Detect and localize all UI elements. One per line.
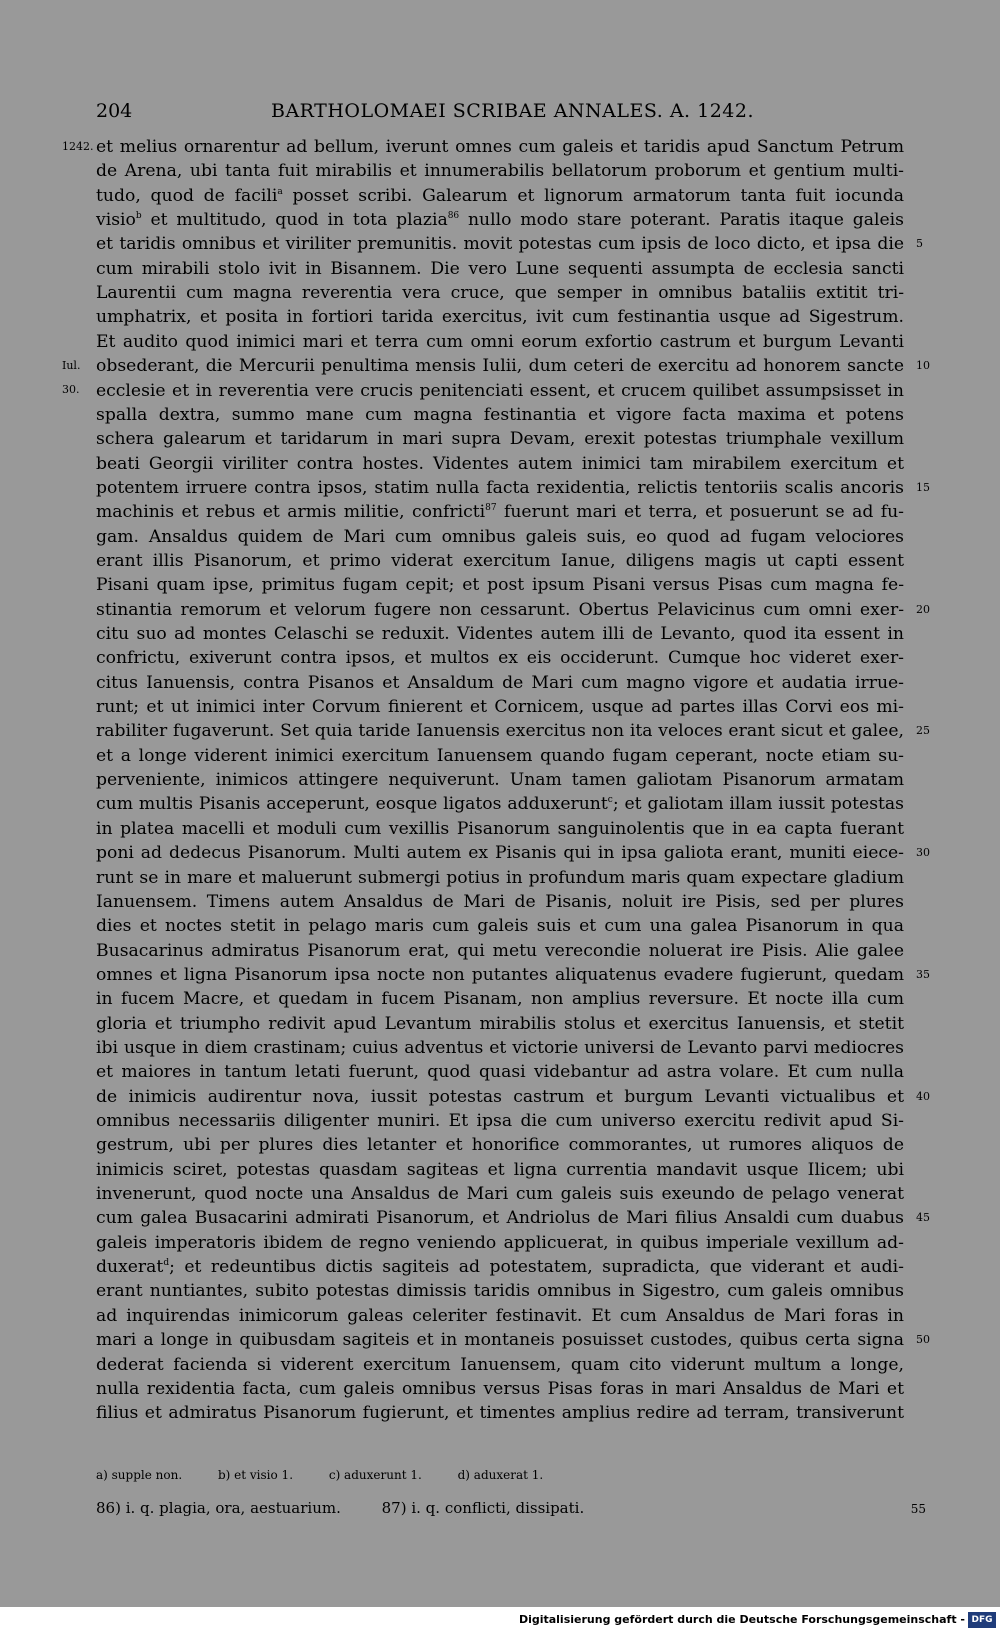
text-line [96, 1182, 904, 1206]
text-line [96, 379, 904, 403]
text-line [96, 719, 904, 743]
text-run: in platea macelli et moduli cum vexillis Pisanorum sanguinolentis que in ea capta fuerant [96, 818, 904, 839]
text-run: fuerunt mari et terra, et posuerunt se ad fu- [496, 502, 904, 523]
text-run: stinantia remorum et velorum fugere non cessarunt. Obertus Pelavicinus cum omni exer- [96, 599, 904, 620]
text-run: rabiliter fugaverunt. Set quia taride Ianuensis exercitus non ita veloces erant sicut et galee, [96, 721, 904, 742]
text-line [96, 841, 904, 865]
text-line [96, 1231, 904, 1255]
text-run: citus Ianuensis, contra Pisanos et Ansaldum de Mari cum magno vigore et audatia irrue- [96, 672, 904, 693]
line-number: 30 [916, 846, 930, 860]
text-line [96, 646, 904, 670]
text-line [96, 184, 904, 208]
text-run: cum multis Pisanis acceperunt, eosque ligatos adduxerunt [96, 794, 608, 815]
dfg-logo: DFG [968, 1612, 996, 1628]
text-line [96, 890, 904, 914]
text-line [96, 1401, 904, 1425]
text-line [96, 1328, 904, 1352]
text-line [96, 257, 904, 281]
text-run: Laurentii cum magna reverentia vera cruce, que semper in omnibus bataliis extitit tri- [96, 283, 904, 304]
text-run: in fucem Macre, et quedam in fucem Pisanam, non amplius reversure. Et nocte illa cum [96, 989, 904, 1010]
note-c: c) aduxerunt 1. [328, 1468, 422, 1482]
text-run: Ianuensem. Timens autem Ansaldus de Mari de Pisanis, noluit ire Pisis, sed per plures [96, 891, 904, 912]
line-number: 10 [916, 359, 930, 373]
text-line [96, 305, 904, 329]
text-line [96, 1255, 904, 1279]
text-run: cum mirabili stolo ivit in Bisannem. Die vero Lune sequenti assumpta de ecclesia sancti [96, 258, 904, 279]
note-a: a) supple non. [96, 1468, 183, 1482]
text-run: gloria et triumpho redivit apud Levantum mirabilis stolus et exercitus Ianuensis, et stetit [96, 1013, 904, 1034]
text-line [96, 1085, 904, 1109]
text-run: de Arena, ubi tanta fuit mirabilis et innumerabilis bellatorum proborum et gentium multi- [96, 161, 904, 182]
note-d: d) aduxerat 1. [457, 1468, 544, 1482]
text-run: tudo, quod de facili [96, 185, 278, 206]
text-line [96, 208, 904, 232]
text-line [96, 866, 904, 890]
text-line [96, 622, 904, 646]
text-line [96, 768, 904, 792]
text-line [96, 452, 904, 476]
text-line [96, 987, 904, 1011]
footnote-ref: b [135, 211, 142, 222]
text-run: et maiores in tantum letati fuerunt, quod quasi videbantur ad astra volare. Et cum nulla [96, 1062, 904, 1083]
textual-notes [96, 1467, 904, 1483]
margin-date: 1242. [62, 140, 94, 153]
text-run: ad inquirendas inimicorum galeas celeriter festinavit. Et cum Ansaldus de Mari foras in [96, 1305, 904, 1326]
text-run: ibi usque in diem crastinam; cuius adventus et victorie universi de Levanto parvi mediocres [96, 1037, 904, 1058]
text-run: machinis et rebus et armis militie, confricti [96, 502, 486, 523]
text-line [96, 354, 904, 378]
text-line [96, 232, 904, 256]
note-b: b) et visio 1. [217, 1468, 294, 1482]
text-run: visio [96, 210, 136, 231]
text-run: confrictu, exiverunt contra ipsos, et multos ex eis occiderunt. Cumque hoc videret exer- [96, 648, 904, 669]
text-run: runt; et ut inimici inter Corvum finierent et Cornicem, usque ad partes illas Corvi eos mi- [96, 697, 904, 718]
text-line [96, 500, 904, 524]
text-run: de inimicis audirentur nova, iussit potestas castrum et burgum Levanti victualibus et [96, 1086, 904, 1107]
text-line [96, 671, 904, 695]
page-number: 204 [96, 100, 133, 122]
text-run: filius et admiratus Pisanorum fugierunt, et timentes amplius redire ad terram, transiverunt [96, 1403, 904, 1424]
text-run: ; et galiotam illam iussit potestas [612, 794, 904, 815]
text-line [96, 330, 904, 354]
text-line [96, 1377, 904, 1401]
running-title: BARTHOLOMAEI SCRIBAE ANNALES. A. 1242. [271, 100, 755, 122]
text-run: potentem irruere contra ipsos, statim nulla facta rexidentia, relictis tentoriis scalis ancoris [96, 477, 904, 498]
text-line [96, 549, 904, 573]
text-run: invenerunt, quod nocte una Ansaldus de Mari cum galeis suis exeundo de pelago venerat [96, 1184, 904, 1205]
text-run: spalla dextra, summo mane cum magna festinantia et vigore facta maxima et potens [96, 404, 904, 425]
text-run: schera galearum et taridarum in mari supra Devam, erexit potestas triumphale vexillum [96, 429, 904, 450]
note-87: 87) i. q. conflicti, dissipati. [381, 1499, 585, 1517]
text-run: dies et noctes stetit in pelago maris cum galeis suis et cum una galea Pisanorum in qua [96, 916, 904, 937]
text-line [96, 1304, 904, 1328]
text-run: beati Georgii viriliter contra hostes. Videntes autem inimici tam mirabilem exercitum et [96, 453, 904, 474]
text-run: gam. Ansaldus quidem de Mari cum omnibus galeis suis, eo quod ad fugam velociores [96, 526, 904, 547]
text-run: obsederant, die Mercurii penultima mensis Iulii, dum ceteri de exercitu ad honorem sancte [96, 356, 904, 377]
text-line [96, 1279, 904, 1303]
footnote-ref: d [163, 1258, 170, 1269]
text-run: cum galea Busacarini admirati Pisanorum, et Andriolus de Mari filius Ansaldi cum duabus [96, 1208, 904, 1229]
text-run: erant illis Pisanorum, et primo viderat exercitum Ianue, diligens magis ut capti essent [96, 550, 904, 571]
text-line [96, 159, 904, 183]
text-run: nullo modo stare poterant. Paratis itaque galeis [459, 210, 904, 231]
footnote-ref: 86 [447, 211, 460, 222]
text-run: mari a longe in quibusdam sagiteis et in montaneis posuisset custodes, quibus certa signa [96, 1330, 904, 1351]
text-run: perveniente, inimicos attingere nequiverunt. Unam tamen galiotam Pisanorum armatam [96, 770, 904, 791]
text-line [96, 281, 904, 305]
text-run: inimicis sciret, potestas quasdam sagiteas et ligna currentia mandavit usque Ilicem; ubi [96, 1159, 904, 1180]
footer-credit: Digitalisierung gefördert durch die Deutsche Forschungsgemeinschaft - [518, 1613, 965, 1626]
line-number: 5 [916, 237, 923, 251]
text-run: et taridis omnibus et viriliter premunitis. movit potestas cum ipsis de loco dicto, et ipsa die [96, 234, 904, 255]
line-number: 20 [916, 602, 930, 616]
text-line [96, 744, 904, 768]
text-run: galeis imperatoris ibidem de regno veniendo applicuerat, in quibus imperiale vexillum ad- [96, 1232, 904, 1253]
text-line [96, 963, 904, 987]
margin-date: Iul. 30. [62, 359, 81, 397]
text-line [96, 939, 904, 963]
explanatory-notes [96, 1498, 904, 1518]
text-line [96, 1012, 904, 1036]
text-line [96, 525, 904, 549]
text-line [96, 695, 904, 719]
text-run: omnes et ligna Pisanorum ipsa nocte non putantes aliquatenus evadere fugierunt, quedam [96, 964, 904, 985]
text-run: posset scribi. Galearum et lignorum armatorum tanta fuit iocunda [282, 185, 904, 206]
text-line [96, 427, 904, 451]
text-run: dederat facienda si viderent exercitum Ianuensem, quam cito viderunt multum a longe, [96, 1354, 904, 1375]
text-run: citu suo ad montes Celaschi se reduxit. Videntes autem illi de Levanto, quod ita essent in [96, 624, 904, 644]
text-line [96, 817, 904, 841]
note-86: 86) i. q. plagia, ora, aestuarium. [96, 1499, 341, 1517]
text-line [96, 1036, 904, 1060]
footer-bar [0, 1607, 1000, 1633]
line-number: 25 [916, 724, 930, 738]
text-run: et a longe viderent inimici exercitum Ianuensem quando fugam ceperant, nocte etiam su- [96, 745, 904, 766]
text-run: omnibus necessariis diligenter muniri. Et ipsa die cum universo exercitu redivit apud Si- [96, 1111, 904, 1131]
text-run: gestrum, ubi per plures dies letanter et honorifice commorantes, ut rumores aliquos de [96, 1135, 904, 1156]
text-line [96, 476, 904, 500]
text-run: poni ad dedecus Pisanorum. Multi autem ex Pisanis qui in ipsa galiota erant, muniti eiece- [96, 843, 904, 864]
text-run: nulla rexidentia facta, cum galeis omnibus versus Pisas foras in mari Ansaldus de Mari et [96, 1378, 904, 1399]
text-run: et melius ornarentur ad bellum, iverunt omnes cum galeis et taridis apud Sanctum Petrum [96, 137, 904, 157]
text-line [96, 1353, 904, 1377]
text-line [96, 1206, 904, 1230]
text-line [96, 1060, 904, 1084]
text-line [96, 135, 904, 159]
text-line [96, 914, 904, 938]
text-run: duxerat [96, 1257, 164, 1278]
line-number: 35 [916, 967, 930, 981]
text-run: umphatrix, et posita in fortiori tarida exercitus, ivit cum festinantia usque ad Sigestrum. [96, 307, 904, 328]
text-run: Pisani quam ipse, primitus fugam cepit; et post ipsum Pisani versus Pisas cum magna fe- [96, 575, 904, 596]
text-run: Busacarinus admiratus Pisanorum erat, qui metu verecondie noluerat ire Pisis. Alie galee [96, 940, 904, 961]
page-header [96, 100, 896, 128]
text-line [96, 598, 904, 622]
text-line [96, 792, 904, 816]
footnote-ref: a [277, 186, 283, 197]
text-run: runt se in mare et maluerunt submergi potius in profundum maris quam expectare gladium [96, 867, 904, 888]
footnote-ref: 87 [485, 503, 497, 514]
line-number: 50 [916, 1333, 930, 1347]
line-number: 45 [916, 1211, 930, 1225]
line-number: 15 [916, 480, 930, 494]
text-line [96, 1158, 904, 1182]
text-line [96, 1109, 904, 1133]
text-run: ; et redeuntibus dictis sagiteis ad potestatem, supradicta, que viderant et audi- [169, 1257, 904, 1278]
line-number: 40 [916, 1089, 930, 1103]
text-run: et multitudo, quod in tota plazia [141, 210, 448, 231]
text-line [96, 403, 904, 427]
text-run: erant nuntiantes, subito potestas dimissis taridis omnibus in Sigestro, cum galeis omnibus [96, 1281, 904, 1302]
text-run: Et audito quod inimici mari et terra cum omni eorum exfortio castrum et burgum Levanti [96, 331, 904, 352]
footnote-ref: c [607, 795, 613, 806]
text-line [96, 573, 904, 597]
text-run: ecclesie et in reverentia vere crucis penitenciati essent, et crucem quilibet assumpsisset in [96, 380, 904, 401]
text-line [96, 1133, 904, 1157]
signature-mark: 55 [910, 1502, 926, 1516]
